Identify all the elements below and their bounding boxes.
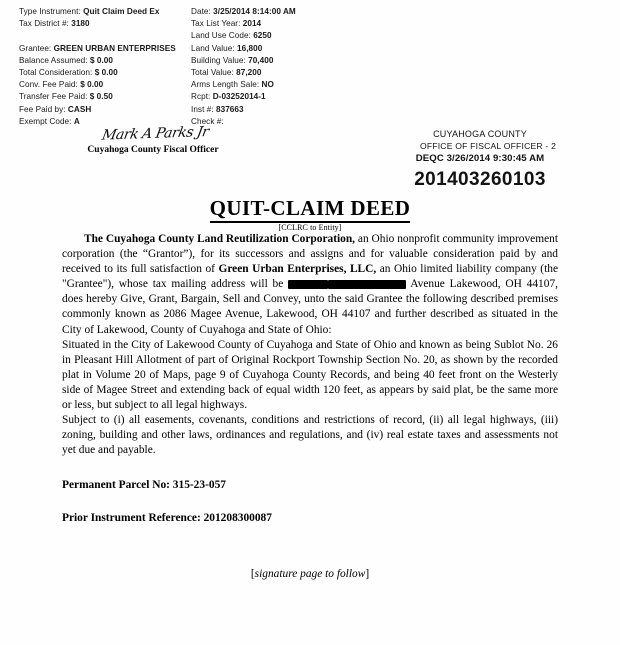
handwritten-signature: Mark A Parks Jr	[100, 123, 210, 144]
stamp-label-date: Date:	[191, 7, 211, 16]
stamp-value-type-instrument: Quit Claim Deed Ex	[83, 7, 160, 16]
stamp-label-check-number: Check #:	[191, 116, 224, 126]
stamp-value-instrument-number: 837663	[215, 104, 244, 114]
stamp-value-tax-district: 3180	[71, 19, 90, 29]
stamp-field-type-instrument	[19, 6, 204, 18]
stamp-value-total-value: 87,200	[236, 68, 262, 78]
stamp-label-total-consideration: Total Consideration:	[19, 68, 93, 77]
stamp-value-fee-paid-by: CASH	[67, 104, 92, 114]
stamp-field-balance-assumed	[19, 55, 204, 67]
stamp-field-instrument-number	[191, 104, 366, 116]
county-stamp-county-name: CUYAHOGA COUNTY	[433, 129, 527, 139]
county-stamp-office-name: OFFICE OF FISCAL OFFICER - 2	[419, 141, 557, 151]
signature-page-note	[62, 568, 558, 580]
stamp-value-balance-assumed: $ 0.00	[89, 55, 114, 65]
stamp-label-grantee: Grantee:	[19, 43, 52, 53]
stamp-field-receipt	[191, 91, 366, 103]
stamp-spacer	[19, 30, 204, 42]
stamp-value-exempt-code: A	[73, 116, 80, 126]
county-recording-stamp	[360, 128, 600, 192]
stamp-label-building-value: Building Value:	[191, 55, 246, 65]
stamp-label-tax-list-year: Tax List Year:	[191, 19, 241, 29]
stamp-value-date: 3/25/2014 8:14:00 AM	[213, 7, 296, 16]
stamp-field-date	[191, 6, 366, 18]
stamp-value-building-value: 70,400	[248, 55, 274, 65]
stamp-field-conv-fee-paid	[19, 79, 204, 91]
stamp-label-conv-fee-paid: Conv. Fee Paid:	[19, 80, 78, 90]
stamp-label-type-instrument: Type Instrument:	[19, 7, 81, 16]
stamp-field-building-value	[191, 55, 366, 67]
deed-title-text: QUIT-CLAIM DEED	[210, 196, 411, 223]
granting-clause-part-c: Avenue Lakewood, OH 44107, does hereby Give, Grant, Bargain, Sell and Convey, unto the said Grantee the following described premises commonly known as 2086 Magee Avenue, Lakewood, OH 44107 and further described as situated in the City of Lakewood, County of Cuyahoga and State of Ohio:	[62, 278, 558, 336]
signature-note-close-bracket: ]	[365, 567, 370, 580]
granting-clause-part-b: an Ohio limited liability company (the "Grantee"), whose tax mailing address will be	[62, 263, 558, 291]
stamp-field-land-use-code	[191, 30, 366, 42]
deed-paragraph-legal-description: Situated in the City of Lakewood County of Cuyahoga and State of Ohio and known as being Sublot No. 26 in Pleasant Hill Allotment of part of Original Rockport Township Section No. 20, as shown by the recorded plat in Volume 20 of Maps, page 9 of Cuyahoga County Records, and being 40 feet front on the Westerly side of Magee Street and extending back of equal width 120 feet, as appears by said plat, be the same more or less, but subject to all legal highways.	[62, 338, 558, 412]
fiscal-officer-label: Cuyahoga County Fiscal Officer	[87, 145, 219, 155]
county-stamp-document-number: 201403260103	[414, 169, 546, 190]
stamp-left-column	[19, 6, 204, 128]
stamp-field-total-value	[191, 67, 366, 79]
prior-instrument-reference: Prior Instrument Reference: 201208300087	[62, 511, 272, 524]
stamp-label-total-value: Total Value:	[191, 68, 234, 78]
deed-paragraph-subject-to: Subject to (i) all easements, covenants, conditions and restrictions of record, (ii) all legal highways, (iii) zoning, building and other laws, ordinances and regulations, and (iv) real estate taxes and assessments not yet due and payable.	[62, 414, 558, 457]
stamp-value-land-value: 16,800	[236, 43, 263, 53]
stamp-value-arms-length-sale: NO	[261, 80, 274, 90]
stamp-field-fee-paid-by	[19, 104, 204, 116]
stamp-value-total-consideration: $ 0.00	[94, 68, 118, 77]
stamp-right-column	[191, 6, 366, 128]
stamp-value-tax-list-year: 2014	[242, 19, 262, 29]
stamp-field-total-consideration	[19, 67, 204, 79]
stamp-label-fee-paid-by: Fee Paid by:	[19, 104, 66, 114]
grantor-name: The Cuyahoga County Land Reutilization Corporation,	[84, 233, 356, 245]
stamp-label-tax-district: Tax District #:	[19, 19, 69, 29]
stamp-label-land-value: Land Value:	[191, 43, 235, 53]
stamp-field-transfer-fee-paid	[19, 91, 204, 103]
stamp-value-land-use-code: 6250	[253, 31, 272, 41]
signature-note-text: signature page to follow	[254, 567, 366, 580]
stamp-value-receipt: D-03252014-1	[212, 92, 266, 102]
stamp-field-land-value	[191, 43, 366, 55]
granting-clause-part-a: an Ohio nonprofit community improvement corporation (the “Grantor”), for its successors and assigns and for valuable consideration paid by and received to its full satisfaction of	[62, 233, 558, 276]
stamp-label-arms-length-sale: Arms Length Sale:	[191, 80, 260, 90]
deed-paragraph-granting-clause	[62, 232, 558, 338]
stamp-value-transfer-fee-paid: $ 0.50	[89, 92, 113, 102]
deed-body	[62, 196, 558, 580]
stamp-field-arms-length-sale	[191, 79, 366, 91]
stamp-label-land-use-code: Land Use Code:	[191, 31, 251, 41]
stamp-field-tax-district	[19, 18, 204, 30]
stamp-field-tax-list-year	[191, 18, 366, 30]
stamp-label-exempt-code: Exempt Code:	[19, 116, 72, 126]
grantee-name: Green Urban Enterprises, LLC,	[218, 263, 377, 276]
transfer-stamp-header	[0, 6, 620, 124]
permanent-parcel-number: Permanent Parcel No: 315-23-057	[62, 479, 226, 492]
fiscal-officer-signature-area	[0, 123, 300, 155]
stamp-label-receipt: Rcpt:	[191, 92, 211, 102]
deed-subtitle: [CCLRC to Entity]	[278, 223, 342, 232]
redaction-block-street-number	[288, 280, 328, 289]
stamp-value-grantee: GREEN URBAN ENTERPRISES	[53, 43, 176, 53]
deed-title	[62, 196, 558, 220]
signature-note-open-bracket: [	[250, 567, 255, 580]
stamp-label-instrument-number: Inst #:	[191, 104, 214, 114]
stamp-label-balance-assumed: Balance Assumed:	[19, 55, 88, 65]
redaction-block-street-name	[328, 280, 406, 289]
stamp-value-conv-fee-paid: $ 0.00	[80, 80, 104, 90]
stamp-label-transfer-fee-paid: Transfer Fee Paid:	[19, 92, 88, 102]
county-stamp-recorded-timestamp: DEQC 3/26/2014 9:30:45 AM	[415, 153, 545, 164]
stamp-field-grantee	[19, 43, 204, 55]
